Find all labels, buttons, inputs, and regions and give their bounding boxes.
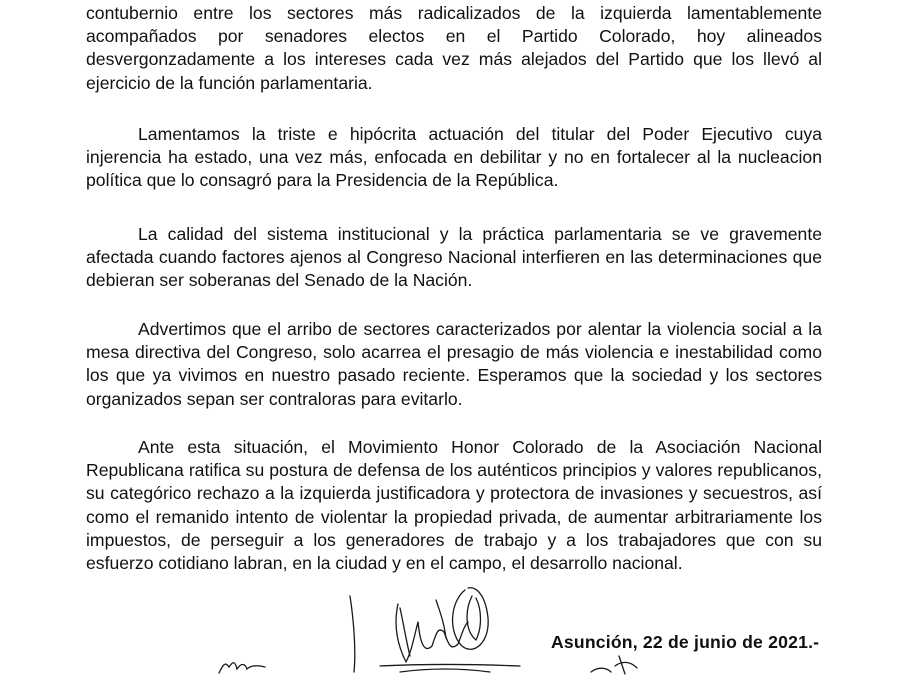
handwritten-signature-icon — [215, 655, 275, 675]
paragraph-poder-ejecutivo: Lamentamos la triste e hipócrita actuación del titular del Poder Ejecutivo cuya injerencia ha estado, una vez más, enfocada en debilitar y no en fortalecer al la nucleacion política que lo consagró para la Presidencia de la República. — [86, 124, 822, 191]
paragraph-contubernio: contubernio entre los sectores más radicalizados de la izquierda lamentablemente acompañados por senadores electos en el Partido Colorado, hoy alineados desvergonzadamente a los intereses cada vez más alejados del Partido que los llevó al ejercicio de la función parlamentaria. — [86, 3, 822, 93]
paragraph-honor-colorado: Ante esta situación, el Movimiento Honor Colorado de la Asociación Nacional Republicana ratifica su postura de defensa de los auténticos principios y valores republicanos, su categórico rechazo a la izquierda justificadora y protectora de invasiones y secuestros, así como el remanido intento de violentar la propiedad privada, de aumentar arbitrariamente los impuestos, de perseguir a los generadores de trabajo y a los trabajadores que con su esfuerzo cotidiano labran, en la ciudad y en el campo, el desarrollo nacional. — [86, 437, 822, 574]
paragraph-violencia-social: Advertimos que el arribo de sectores caracterizados por alentar la violencia social a la mesa directiva del Congreso, solo acarrea el presagio de más violencia e inestabilidad como los que ya vivimos en nuestro pasado reciente. Esperamos que la sociedad y los sectores organizados sepan ser contraloras para evitarlo. — [86, 319, 822, 409]
handwritten-signature-icon — [340, 582, 560, 675]
handwritten-signature-icon — [585, 652, 645, 675]
paragraph-sistema-institucional: La calidad del sistema institucional y la práctica parlamentaria se ve gravemente afectada cuando factores ajenos al Congreso Nacional interfieren en las determinaciones que debieran ser soberanas del Senado de la Nación. — [86, 224, 822, 291]
date-line: Asunción, 22 de junio de 2021.- — [551, 632, 820, 652]
